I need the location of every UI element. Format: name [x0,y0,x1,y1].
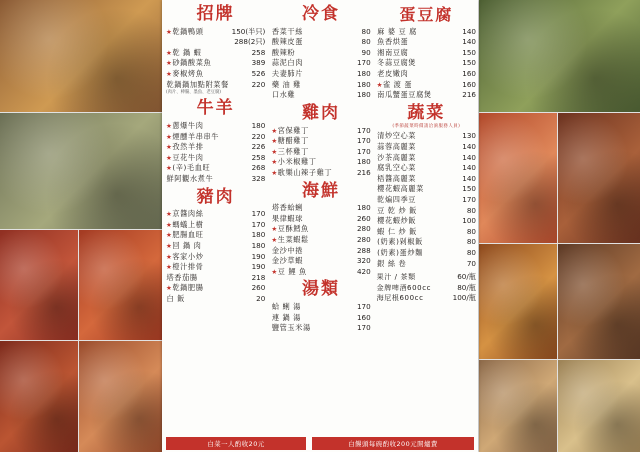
menu-item-price-alt [166,37,265,48]
menu-item-name: 豆花牛肉 [172,152,204,162]
menu-item-name: 梧醬高麗菜 [377,173,417,183]
menu-item-name: 客家小炒 [172,251,204,261]
menu-item-name: 雀 渡 蛋 [382,79,413,89]
star-icon: ★ [271,158,278,167]
photo-surface [479,360,557,452]
menu-item-price: 140 [462,142,476,152]
menu-item-name: 香菜干絲 [271,26,303,36]
menu-item [166,48,265,59]
star-icon: ★ [271,168,278,177]
star-icon: ★ [271,137,278,146]
drink-item [377,293,476,304]
menu-item-name: 鮮阿觀水煮牛 [166,173,214,183]
star-icon: ★ [166,210,172,219]
drink-item [377,272,476,283]
menu-item-price: 100 [462,216,476,226]
menu-item [271,37,370,48]
menu-item-price: 170 [356,302,371,312]
menu-section [271,104,370,179]
star-icon: ★ [166,263,172,272]
menu-item-name: 孜然羊排 [172,142,204,152]
menu-item-price: 226 [251,142,266,152]
star-icon: ★ [271,235,278,244]
menu-item-price: 140 [462,163,476,173]
menu-item [166,80,265,91]
menu-item [377,259,476,270]
drink-name: 海尼根600cc [376,294,424,303]
menu-item-name: 金沙中捲 [271,245,303,255]
photo-surface [0,0,162,112]
sliced-meat-dish [79,341,162,452]
star-icon: ★ [166,70,172,79]
menu-item-name: 魚香烘蛋 [377,37,409,47]
menu-item-price: 526 [251,69,266,79]
menu-item-name: 生菜蝦鬆 [277,234,309,244]
menu-item-price: 70 [466,258,476,268]
drink-price: 80/瓶 [457,282,476,292]
menu-item [166,230,265,241]
menu-item [377,69,476,80]
menu-item-name: 酸辣粉 [271,47,296,57]
drinks-section [377,272,476,304]
menu-item-price: 140 [462,26,476,36]
menu-board [162,0,478,452]
menu-item-name: 糖醋雞丁 [277,136,309,146]
menu-item [377,163,476,174]
section-title: 牛羊 [196,98,235,119]
menu-item-price: 170 [356,323,371,333]
drink-price: 100/瓶 [452,293,476,303]
menu-item-price: 140 [462,152,476,162]
menu-item-name: 白 飯 [166,293,185,303]
spicy-chicken-dish [0,230,78,340]
menu-item [166,174,265,185]
star-icon: ★ [271,147,278,156]
banner-left: 白菜一人酌收20元 [166,437,306,450]
menu-item [377,227,476,238]
menu-item-name: 塔香茄腸 [166,272,198,282]
menu-item [166,252,265,263]
menu-item-price: 170 [356,146,371,156]
menu-item [271,168,370,179]
star-icon: ★ [271,126,278,135]
menu-item [271,126,370,137]
menu-item [271,302,370,313]
menu-item-name: (奶素)蛋炒麵 [377,247,423,257]
menu-item [166,27,265,38]
chili-platter-dish [0,341,78,452]
menu-item-price: 220 [251,79,266,89]
menu-item [377,195,476,206]
menu-item [377,206,476,217]
menu-item-name: 宮保雞丁 [277,125,309,135]
menu-item-name: 乾 鍋 蝦 [172,47,202,57]
menu-item-price: 20 [256,293,266,303]
menu-item [166,153,265,164]
menu-item [271,136,370,147]
menu-item-price: 258 [251,47,266,57]
menu-item-name: 螞蟻上樹 [172,219,204,229]
menu-item-price-secondary: 288(2只) [234,37,266,47]
photo-surface [0,113,162,229]
photo-surface [479,0,640,112]
menu-item [271,147,370,158]
menu-item-price: 180 [356,90,371,100]
menu-item-price: 80 [361,26,371,36]
seafood-plate-dish [479,360,557,452]
drink-name: 果汁 / 茶類 [376,273,416,282]
menu-item [377,142,476,153]
menu-item-price: 180 [356,69,371,79]
menu-section [271,182,370,278]
menu-item-name: 金沙草蝦 [271,256,303,266]
menu-item-price: 170 [251,219,266,229]
menu-item-name: 回 鍋 肉 [172,240,202,250]
menu-item [166,58,265,69]
menu-item-price: 268 [251,163,266,173]
menu-item [271,90,370,101]
menu-item-price: 280 [356,224,371,234]
menu-item [271,256,370,267]
menu-item [271,58,370,69]
menu-item-price: 180 [251,230,266,240]
menu-item [166,69,265,80]
menu-item [166,220,265,231]
menu-item-price: 216 [356,167,371,177]
star-icon: ★ [271,225,278,234]
menu-item-name: 櫻花蝦炒飯 [377,216,417,226]
menu-item-name: 沙茶高麗菜 [377,152,417,162]
section-title: 蔬菜 [407,102,446,123]
menu-item [271,246,370,257]
menu-item-name: 豆 鯉 魚 [277,266,307,276]
menu-item-name: 酸辣皮蛋 [271,37,303,47]
menu-item [271,69,370,80]
menu-section [166,188,265,305]
star-icon: ★ [166,143,172,152]
menu-item-price: 170 [251,209,266,219]
menu-item-name: 蔥爆牛肉 [172,120,204,130]
menu-item-name: 果律蝦球 [271,213,303,223]
menu-item [166,241,265,252]
menu-item-price: 160 [462,79,476,89]
menu-item [377,174,476,185]
menu-column-2 [267,0,372,452]
menu-item-name: 南瓜蟹蛋豆腐煲 [377,90,432,100]
menu-item [166,209,265,220]
menu-item-price: 260 [251,283,266,293]
menu-item-name: 鹽管玉米湯 [271,323,311,333]
menu-item-name: 三杯雞丁 [277,146,309,156]
red-oil-dish [79,230,162,340]
menu-item-price: 150 [462,184,476,194]
menu-item-name: 蒜泥白肉 [271,58,303,68]
menu-item-name: 連 鍋 湯 [271,312,301,322]
section-subnote: (季節蔬菜時價請洽詢服務人員) [392,124,461,130]
menu-item-name: 蒜蓉高麗菜 [377,142,417,152]
menu-item-price: 190 [251,262,266,272]
section-title: 豬肉 [196,186,235,207]
menu-item-price: 180 [251,120,266,130]
star-icon: ★ [166,59,172,68]
photo-surface [0,341,78,452]
menu-item-name: 乾鍋鍋加點附菜餐 [166,79,229,89]
photo-surface [558,113,640,243]
menu-item [166,163,265,174]
menu-item [377,153,476,164]
menu-item-price: 260 [356,213,371,223]
stir-fry-greens-dish [479,0,640,112]
menu-item-name: 銀 絲 卷 [377,258,407,268]
menu-item-price: 190 [251,251,266,261]
menu-item-name: (辛)毛血旺 [172,163,211,173]
menu-item-price: 320 [356,256,371,266]
braised-duck-dish [558,113,640,243]
menu-item-name: 麥椒烤魚 [172,69,204,79]
star-icon: ★ [166,27,172,36]
menu-section [166,5,265,96]
menu-item-name: 豆酥鱈魚 [277,224,309,234]
menu-item-name: 蝦 仁 炒 飯 [377,226,417,236]
star-icon: ★ [166,164,172,173]
menu-item-name: 口水雞 [271,90,296,100]
section-title: 招牌 [196,4,235,24]
menu-item [377,184,476,195]
star-icon: ★ [166,284,172,293]
menu-item [377,216,476,227]
menu-item [271,27,370,38]
menu-item-price: 140 [462,173,476,183]
menu-item [271,48,370,59]
menu-item-note: (肉片、棒腸、墨魚、老豆腐) [166,90,221,96]
menu-item-price: 80 [466,226,476,236]
menu-item-price: 160 [462,68,476,78]
star-icon: ★ [166,153,172,162]
star-icon: ★ [376,80,383,89]
menu-item-price: 160 [356,312,371,322]
section-title: 海鮮 [301,180,340,201]
section-title: 湯類 [301,279,340,300]
menu-item-price: 170 [356,136,371,146]
menu-item [271,214,370,225]
menu-item [166,273,265,284]
photo-surface [479,113,557,243]
photo-surface [79,230,162,340]
menu-item-price: 288 [356,245,371,255]
menu-item-price: 220 [251,131,266,141]
menu-item-name: (奶素)剁椒飯 [377,237,423,247]
menu-item [166,142,265,153]
menu-item-name: 夫妻肺片 [271,69,303,79]
menu-item-price: 180 [356,157,371,167]
menu-item [271,224,370,235]
menu-item-name: 乾鍋肥腸 [172,283,204,293]
menu-item-name: 乾煸四季豆 [377,195,417,204]
menu-item [271,203,370,214]
menu-item [271,235,370,246]
menu-item-price: 80 [466,247,476,257]
menu-item-name: 冬蒜豆腐煲 [377,58,417,68]
menu-item-price: 258 [251,152,266,162]
menu-item-name: 乾鍋鴨頭 [172,26,204,36]
menu-item [166,262,265,273]
menu-item-price: 180 [356,203,371,213]
menu-item-name: 歌樂山辣子雞丁 [277,167,333,177]
menu-item-price: 389 [251,58,266,68]
star-icon: ★ [166,231,172,240]
menu-item-price: 170 [356,125,371,135]
menu-item [166,283,265,294]
menu-item-name: 老皮嫩肉 [377,68,409,78]
star-icon: ★ [166,220,172,229]
menu-item-name: 砂鍋酸菜魚 [172,58,212,68]
menu-item [377,27,476,38]
menu-item-name: 麻 婆 豆 腐 [377,26,417,36]
menu-item-name: 京醬肉絲 [172,209,204,219]
photo-surface [79,341,162,452]
hotpot-tray-dish [0,113,162,229]
star-icon: ★ [166,241,172,250]
menu-item [377,80,476,91]
grilled-fish-dish [0,0,162,112]
star-icon: ★ [166,252,172,261]
menu-item [377,37,476,48]
menu-item-name: 煙醺羊串串牛 [172,131,220,141]
menu-section [166,99,265,184]
menu-item-name: 蛤 蜊 湯 [271,302,301,312]
menu-item-name: 藥 油 雞 [271,79,301,89]
menu-item [377,131,476,142]
menu-item-price: 140 [462,37,476,47]
menu-item-price: 218 [251,272,266,282]
menu-section [377,6,476,101]
menu-item-price: 216 [462,90,476,100]
section-title: 蛋豆腐 [399,5,454,24]
menu-item-price: 80 [466,237,476,247]
menu-item-name: 腐乳空心菜 [377,163,417,173]
photo-surface [0,230,78,340]
soup-bowl-dish [558,360,640,452]
menu-item-price: 90 [361,47,371,57]
menu-item-price: 180 [251,240,266,250]
menu-column-1 [162,0,267,452]
menu-item-name: 小米椒雞丁 [277,157,317,167]
menu-item-name: 湘南豆腐 [377,47,409,57]
menu-item [166,121,265,132]
drink-name: 金牌啤酒600cc [376,283,432,292]
menu-item-name: 肥腸血旺 [172,230,204,240]
menu-column-3 [373,0,478,452]
menu-section [271,280,370,333]
menu-item-price: 420 [356,266,371,276]
photo-surface [558,360,640,452]
star-icon: ★ [166,48,172,57]
section-title: 雞肉 [301,102,340,123]
menu-section [271,5,370,101]
steamed-pork-dish [479,113,557,243]
photo-surface [479,244,557,359]
banner-right: 白饅頭每碗酌收200元開爐費 [312,437,474,450]
star-icon: ★ [166,121,172,130]
section-title: 冷食 [301,4,340,24]
menu-item [166,294,265,305]
menu-item [271,157,370,168]
menu-item-price: 328 [251,173,266,183]
menu-item-name: 櫻花蝦高麗菜 [377,184,424,194]
menu-item-name: 橙汁排骨 [172,262,204,272]
menu-item [271,313,370,324]
menu-item-price: 170 [462,195,476,204]
menu-item-price: 150 [462,47,476,57]
menu-item-price: 170 [356,58,371,68]
menu-item-name: 清炒空心菜 [377,131,417,141]
menu-item-name: 塔香蛤蜊 [271,203,303,213]
menu-item [377,248,476,259]
star-icon: ★ [166,132,172,141]
menu-item [166,132,265,143]
menu-item-price: 80 [361,37,371,47]
menu-item-price: 180 [356,79,371,89]
fried-chicken-dish [479,244,557,359]
menu-item-price: 150 [462,58,476,68]
drink-price: 60/瓶 [457,272,476,282]
menu-item-price: 130 [462,131,476,141]
menu-item-price: 80 [466,205,476,215]
menu-item [271,267,370,278]
photo-surface [558,244,640,359]
menu-item [377,237,476,248]
drink-item [377,283,476,294]
menu-item [377,90,476,101]
beef-noodle-dish [558,244,640,359]
star-icon: ★ [271,267,278,276]
menu-item [271,323,370,334]
menu-item [271,80,370,91]
menu-section [377,104,476,269]
menu-columns [162,0,478,452]
menu-item [377,48,476,59]
menu-item-name: 豆 乾 炒 飯 [377,205,417,215]
menu-item [377,58,476,69]
menu-item-price: 150(半只) [231,26,266,36]
menu-item-price: 280 [356,234,371,244]
